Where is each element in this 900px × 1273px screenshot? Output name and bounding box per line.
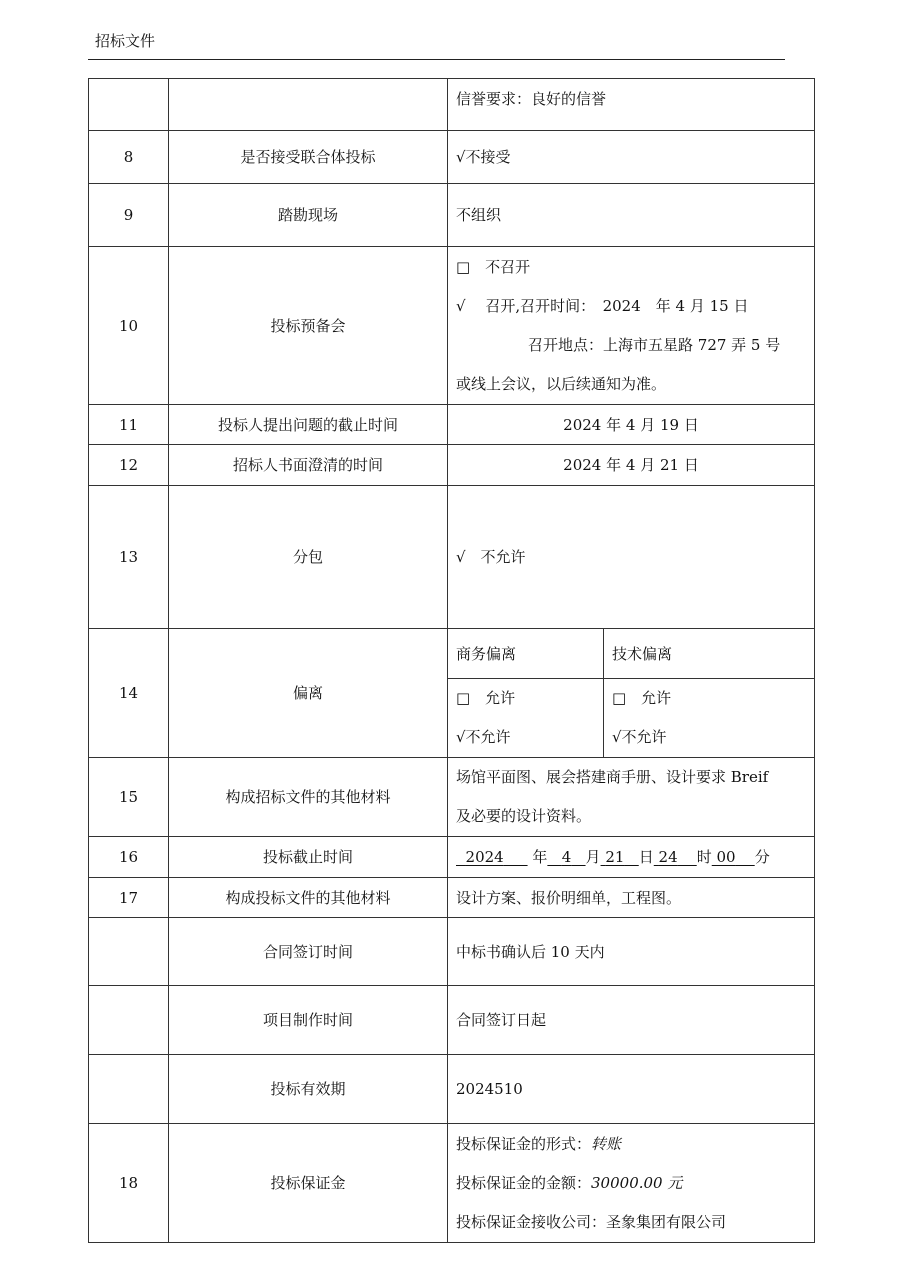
table-row: 13 分包 √ 不允许 (89, 486, 815, 629)
table-row: 8 是否接受联合体投标 √不接受 (89, 131, 815, 184)
table-row: 投标有效期 2024510 (89, 1055, 815, 1124)
table-row: 15 构成招标文件的其他材料 场馆平面图、展会搭建商手册、设计要求 Breif 及必要的设计资料。 (89, 758, 815, 837)
table-row: 18 投标保证金 投标保证金的形式：转账 投标保证金的金额：30000.00 元 投标保证金接收公司：圣象集团有限公司 (89, 1124, 815, 1243)
table-row: 16 投标截止时间 2024 年 4 月 21 日 24 时 00 分 (89, 837, 815, 878)
table-row: 9 踏勘现场 不组织 (89, 184, 815, 247)
table-row: 17 构成投标文件的其他材料 设计方案、报价明细单，工程图。 (89, 878, 815, 918)
table-row: 合同签订时间 中标书确认后 10 天内 (89, 918, 815, 986)
header-divider (88, 59, 785, 60)
tender-info-table (88, 78, 815, 1243)
table-row: 信誉要求：良好的信誉 (89, 79, 815, 131)
header-title: 招标文件 (95, 32, 156, 50)
table-row: 项目制作时间 合同签订日起 (89, 986, 815, 1055)
table-row: 14 偏离 商务偏离 技术偏离 (89, 629, 815, 679)
table-row: □ 允许 √不允许 □ 允许 √不允许 (89, 679, 815, 758)
table-row: 11 投标人提出问题的截止时间 2024 年 4 月 19 日 (89, 405, 815, 445)
table-row: 10 投标预备会 □ 不召开 √ 召开,召开时间： 2024 年 4 月 15 日 召开地点：上海市五星路 727 弄 5 号 或线上会议，以后续通知为准。 (89, 247, 815, 405)
table-row: 12 招标人书面澄清的时间 2024 年 4 月 21 日 (89, 445, 815, 486)
